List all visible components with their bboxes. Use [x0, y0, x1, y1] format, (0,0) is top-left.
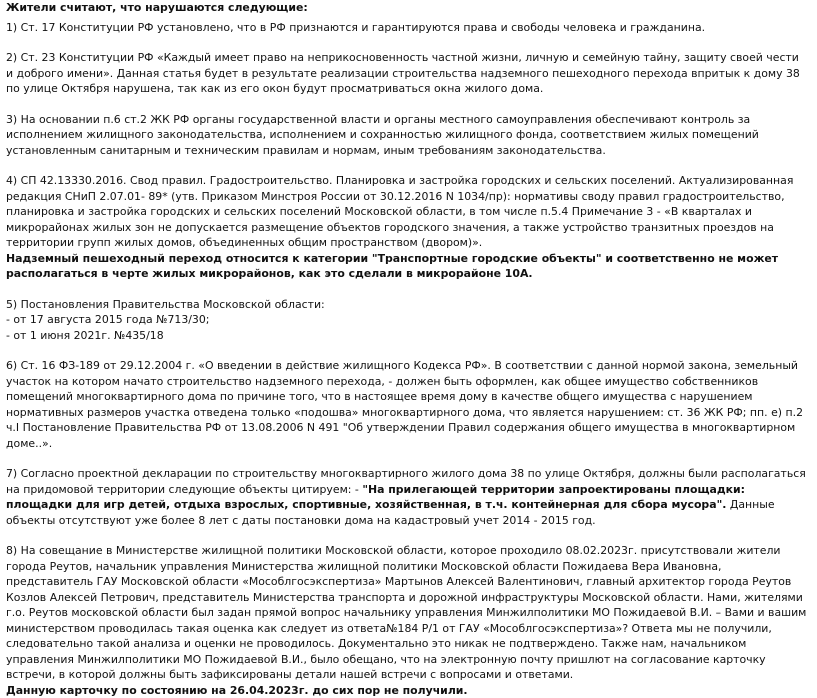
item-4-conclusion: Надземный пешеходный переход относится к категории "Транспортные городские объекты" и соответственно не может располагаться в черте жилых микрорайонов, как это сделали в микрорайоне 10А.: [6, 251, 809, 282]
final-statement: Данную карточку по состоянию на 26.04.2023г. до сих пор не получили.: [6, 683, 809, 698]
item-3-housing-code: 3) На основании п.6 ст.2 ЖК РФ органы государственной власти и органы местного самоуправления обеспечивают контроль за исполнением жилищного законодательства, исполнением и сохранностью жилищного фонда, соответствием жилых помещений установленным санитарным и техническим правилам и нормам, иным требованиям законодательства.: [6, 112, 809, 159]
item-7-text-start: 7) Согласно проектной декларации по строительству многоквартирного жилого дома 38 по улице Октября, должны были располагаться на придомовой территории следующие объекты цитируем: -: [6, 467, 806, 496]
item-5-block: [6, 297, 809, 344]
intro-heading: Жители считают, что нарушаются следующие:: [6, 0, 809, 16]
item-7-block: [6, 466, 809, 528]
item-7-quote: "На прилегающей территории запроектированы площадки: площадки для игр детей, отдыха взрослых, спортивные, хозяйственная, в т.ч. контейнерная для сбора мусора".: [6, 483, 745, 512]
item-5-resolution-1: - от 17 августа 2015 года №713/30;: [6, 312, 809, 328]
item-1-constitution-art17: 1) Ст. 17 Конституции РФ установлено, что в РФ признаются и гарантируются права и свободы человека и гражданина.: [6, 20, 809, 36]
item-5-title: 5) Постановления Правительства Московской области:: [6, 297, 809, 313]
item-2-constitution-art23: 2) Ст. 23 Конституции РФ «Каждый имеет право на неприкосновенность частной жизни, личную и семейную тайну, защиту своей чести и доброго имени». Данная статья будет в результате реализации строительства надземного пешеходного перехода впритык к дому 38 по улице Октября нарушена, так как из его окон будут просматриваться окна жилого дома.: [6, 50, 809, 97]
item-6-federal-law: 6) Ст. 16 ФЗ-189 от 29.12.2004 г. «О введении в действие жилищного Кодекса РФ». В соответствии с данной нормой закона, земельный участок на котором начато строительство надземного перехода, - должен быть оформлен, как общее имущество собственников помещений многоквартирного дома по причине того, что в настоящее время дому в качестве общего имущества с нарушением нормативных размеров участка отведена только «подошва» многоквартирного дома, что является нарушением: ст. 36 ЖК РФ; пп. е) п.2 ч.I Постановление Правительства РФ от 13.08.2006 N 491 "Об утверждении Правил содержания общего имущества в многоквартирном доме..».: [6, 358, 809, 451]
item-8-meeting: 8) На совещание в Министерстве жилищной политики Московской области, которое проходило 08.02.2023г. присутствовали жители города Реутов, начальник управления Министерства жилищной политики Московской области Пожидаева Вера Ивановна, представитель ГАУ Московской области «Мособлгосэкспертиза» Мартынов Алексей Валентинович, главный архитектор города Реутов Козлов Алексей Петрович, представитель Министерства транспорта и дорожной инфраструктуры Московской области. Нами, жителями г.о. Реутов московской области был задан прямой вопрос начальнику управления Минжилполитики МО Пожидаевой В.И. – Вами и вашим министерством проводилась такая оценка как следует из ответа№184 Р/1 от ГАУ «Мособлгосэкспертиза»? Ответа мы не получили, следовательно такой анализа и оценки не проводилось. Документально это никак не подтверждено. Также нам, начальником управления Минжилполитики МО Пожидаевой В.И., было обещано, что на электронную почту пришлют на согласование карточку встречи, в которой должны быть зафиксированы детали нашей встречи с вопросами и ответами.: [6, 543, 809, 683]
item-7-text-end: Данные объекты отсутствуют уже более 8 лет с даты постановки дома на кадастровый учет 2014 - 2015 год.: [6, 498, 775, 527]
item-4-block: [6, 173, 809, 282]
item-4-sp-42: 4) СП 42.13330.2016. Свод правил. Градостроительство. Планировка и застройка городских и сельских поселений. Актуализированная редакция СНиП 2.07.01- 89* (утв. Приказом Минстроя России от 30.12.2016 N 1034/пр): нормативы своду правил градостроительство, планировка и застройка городских и сельских поселений Московской области, в том числе п.5.4 Примечание 3 - «В кварталах и микрорайонах жилых зон не допускается размещение объектов городского значения, а также устройство транзитных проездов на территории групп жилых домов, объединенных общим пространством (двором)».: [6, 173, 809, 251]
item-5-resolution-2: - от 1 июня 2021г. №435/18: [6, 328, 809, 344]
